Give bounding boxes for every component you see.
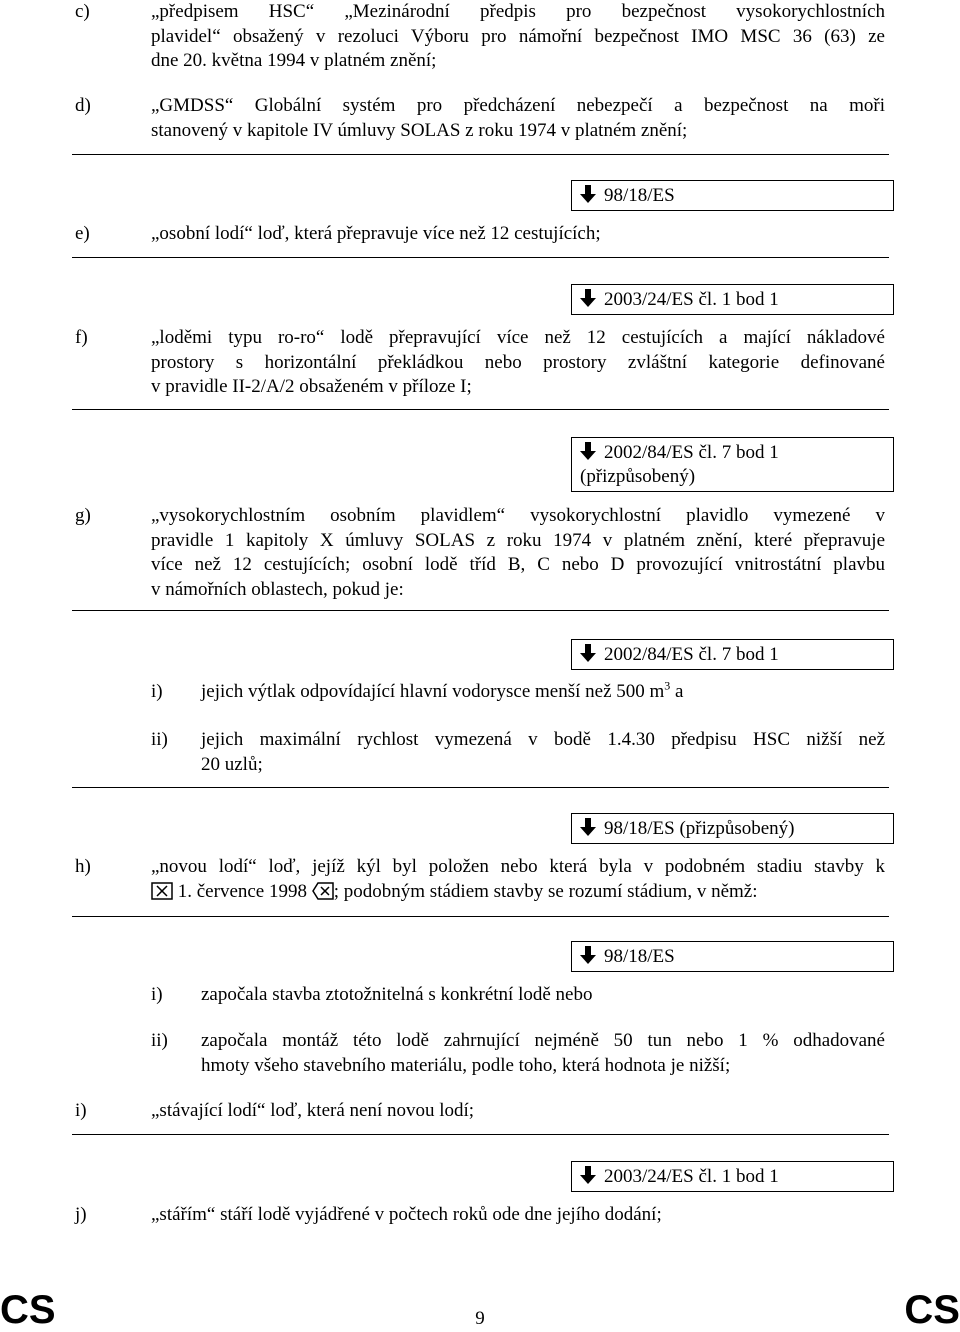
reference-text: 2002/84/ES čl. 7 bod 1 — [604, 442, 779, 463]
text-fragment: 1. července 1998 — [177, 880, 307, 902]
down-arrow-icon — [580, 1166, 596, 1184]
insert-start-marker-icon — [151, 882, 173, 900]
insert-end-marker-icon — [312, 882, 334, 900]
text-line: započala montáž této lodě zahrnující nejméně 50 tun nebo 1 % odhadované — [201, 1030, 885, 1051]
reference-text: 98/18/ES — [604, 946, 675, 967]
subitem-g-ii — [201, 728, 885, 777]
item-label-c: c) — [75, 1, 90, 22]
footer-language-left: CS — [0, 1288, 56, 1332]
footer-language-right: CS — [904, 1288, 960, 1332]
subitem-label-g-ii: ii) — [151, 729, 168, 750]
text-line: „vysokorychlostním osobním plavidlem“ vysokorychlostní plavidlo vymezené v — [151, 505, 885, 526]
text-line: „GMDSS“ Globální systém pro předcházení nebezpečí a bezpečnost na moři — [151, 95, 885, 116]
item-label-f: f) — [75, 327, 88, 348]
reference-box-g-sub — [571, 639, 894, 670]
subitem-g-i — [201, 680, 683, 704]
down-arrow-icon — [580, 818, 596, 836]
subitem-label-h-ii: ii) — [151, 1030, 168, 1051]
text-line: plavidel“ obsažený v rezoluci Výboru pro námořní bezpečnost IMO MSC 36 (63) ze — [151, 25, 885, 47]
page-number: 9 — [475, 1308, 485, 1329]
reference-text: 98/18/ES (přizpůsobený) — [604, 818, 795, 839]
definition-j — [151, 1203, 885, 1228]
down-arrow-icon — [580, 946, 596, 964]
text-line: prostory s horizontální překládkou nebo prostory zvláštní kategorie definované — [151, 351, 885, 373]
item-label-h: h) — [75, 856, 91, 877]
definition-f — [151, 326, 885, 400]
down-arrow-icon — [580, 185, 596, 203]
text-line: v pravidle II-2/A/2 obsaženém v příloze I; — [151, 376, 472, 397]
divider — [72, 409, 889, 410]
reference-text: 2003/24/ES čl. 1 bod 1 — [604, 1166, 779, 1187]
text-line — [151, 880, 885, 905]
subitem-h-i: započala stavba ztotožnitelná s konkrétní lodě nebo — [201, 984, 593, 1005]
text-line: více než 12 cestujících; osobní lodě tříd B, C nebo D provozující vnitrostátní plavbu — [151, 554, 885, 575]
subitem-label-h-i: i) — [151, 984, 163, 1005]
item-label-j: j) — [75, 1204, 87, 1225]
definition-c — [151, 0, 885, 74]
item-label-g: g) — [75, 505, 91, 526]
definition-i — [151, 1099, 885, 1124]
text-line: v námořních oblastech, pokud je: — [151, 578, 404, 600]
text-line: „stářím“ stáří lodě vyjádřené v počtech roků ode dne jejího dodání; — [151, 1204, 662, 1225]
text-line: stanovený v kapitole IV úmluvy SOLAS z roku 1974 v platném znění; — [151, 119, 688, 141]
divider — [72, 787, 889, 788]
text-line: „předpisem HSC“ „Mezinárodní předpis pro bezpečnost vysokorychlostních — [151, 1, 885, 22]
divider — [72, 1134, 889, 1135]
item-label-d: d) — [75, 95, 91, 116]
text-line: dne 20. května 1994 v platném znění; — [151, 50, 437, 71]
text-line: hmoty všeho stavebního materiálu, podle toho, která hodnota je nižší; — [201, 1054, 731, 1076]
reference-text: 2002/84/ES čl. 7 bod 1 — [604, 644, 779, 665]
text-line: „osobní lodí“ loď, která přepravuje více než 12 cestujících; — [151, 223, 601, 244]
definition-g — [151, 504, 885, 602]
item-label-i: i) — [75, 1100, 87, 1121]
text-line: „novou lodí“ loď, jejíž kýl byl položen nebo která byla v podobném stadiu stavby k — [151, 856, 885, 877]
divider — [72, 916, 889, 917]
subitem-h-ii — [201, 1029, 885, 1078]
reference-box-j — [571, 1161, 894, 1192]
divider — [72, 154, 889, 155]
text-line: 20 uzlů; — [201, 753, 263, 775]
item-label-e: e) — [75, 223, 90, 244]
text-line: „stávající lodí“ loď, která není novou lodí; — [151, 1100, 475, 1121]
divider — [72, 257, 889, 258]
reference-box-e — [571, 180, 894, 211]
reference-text: 98/18/ES — [604, 185, 675, 206]
reference-box-h — [571, 813, 894, 844]
reference-box-h-sub — [571, 941, 894, 972]
text-fragment: ; podobným stádiem stavby se rozumí stádium, v němž: — [333, 880, 758, 902]
subitem-tail: a — [670, 681, 684, 702]
definition-h — [151, 855, 885, 904]
reference-text: 2003/24/ES čl. 1 bod 1 — [604, 289, 779, 310]
superscript: 3 — [664, 678, 671, 693]
reference-note: (přizpůsobený) — [580, 466, 696, 487]
divider — [72, 610, 889, 611]
definition-e — [151, 222, 885, 247]
reference-box-f — [571, 284, 894, 315]
text-line: jejich maximální rychlost vymezená v bodě 1.4.30 předpisu HSC nižší než — [201, 729, 885, 750]
definition-d — [151, 94, 885, 143]
subitem-label-g-i: i) — [151, 681, 163, 702]
text-line: pravidle 1 kapitoly X úmluvy SOLAS z roku 1974 v platném znění, které přepravuje — [151, 529, 885, 551]
down-arrow-icon — [580, 442, 596, 460]
down-arrow-icon — [580, 289, 596, 307]
down-arrow-icon — [580, 644, 596, 662]
text-line: „loděmi typu ro-ro“ lodě přepravující více než 12 cestujících a mající nákladové — [151, 327, 885, 348]
reference-box-g — [571, 437, 894, 492]
subitem-text: jejich výtlak odpovídající hlavní vodorysce menší než 500 m — [201, 681, 665, 702]
